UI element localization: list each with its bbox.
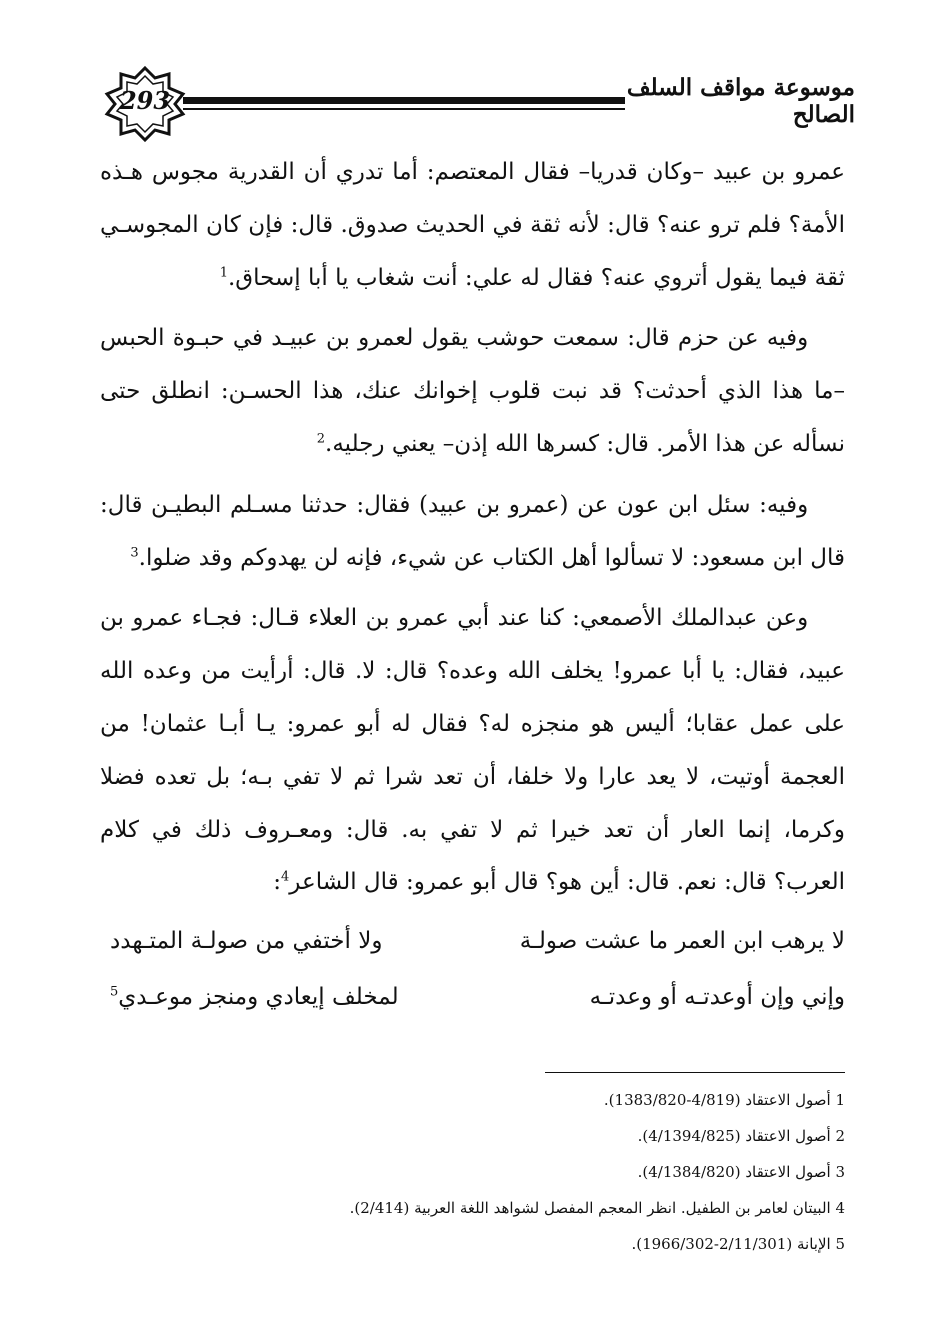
verse-2-second-hemistich: لمخلف إيعادي ومنجز موعـدي$^5$ bbox=[110, 984, 399, 1010]
footnote-1: 1 أصول الاعتقاد (4/819-1383/820). bbox=[603, 1091, 845, 1109]
header-rule-thick bbox=[183, 97, 625, 104]
poem bbox=[100, 928, 845, 1040]
footnote-ref-1[interactable]: 1 bbox=[219, 264, 228, 280]
verse-1-first-hemistich: لا يرهب ابن العمر ما عشت صولـة bbox=[519, 928, 845, 954]
footnote-3: 3 أصول الاعتقاد (4/1384/820). bbox=[637, 1163, 845, 1181]
footnotes bbox=[145, 1082, 845, 1262]
verse-2 bbox=[100, 984, 845, 1040]
book-title: موسوعة مواقف السلف الصالح bbox=[626, 74, 855, 128]
footnote-2: 2 أصول الاعتقاد (4/1394/825). bbox=[637, 1127, 845, 1145]
paragraph-4: وعن عبدالملك الأصمعي: كنا عند أبي عمرو بن العلاء قـال: فجـاء عمرو بن عبيد، فقال: يا أبا عمرو! يخلف الله وعده؟ قال: لا. قال: أرأيت من وعده الله على عمل عقابا؛ أليس هو منجزه له؟ فقال له أبو عمرو: يـا أبـا عثمان! من العجمة أوتيت، لا يعد عارا ولا خلفا، أن تعد شرا ثم لا تفي بـه؛ بل تعده فضلا وكرما، إنما العار أن تعد خيرا ثم لا تفي به. قال: ومعـروف ذلك في كلام العرب؟ قال: نعم. قال: أين هو؟ قال أبو عمرو: قال الشاعر$^4$: bbox=[100, 605, 845, 896]
page-header bbox=[95, 64, 855, 144]
footnote-5: 5 الإبانة (2/11/301-1966/302). bbox=[631, 1235, 845, 1253]
footnote-ref-2[interactable]: 2 bbox=[316, 431, 326, 447]
verse-1-second-hemistich: ولا أختفي من صولـة المتـهدد bbox=[110, 928, 383, 954]
footnote-separator bbox=[545, 1072, 845, 1073]
paragraph-2: وفيه عن حزم قال: سمعت حوشب يقول لعمرو بن عبيـد في حبـوة الحبس –ما هذا الذي أحدثت؟ قد نبت قلوب إخوانك عنك، هذا الحسـن: انطلق حتى نسأله عن هذا الأمر. قال: كسرها الله إذن– يعني رجليه.$^2$ bbox=[100, 325, 845, 457]
paragraph-3: وفيه: سئل ابن عون عن (عمرو بن عبيد) فقال: حدثنا مسـلم البطيـن قال: قال ابن مسعود: لا تسألوا أهل الكتاب عن شيء، فإنه لن يهدوكم وقد ضلوا.$^3$ bbox=[100, 491, 845, 571]
paragraph-1: عمرو بن عبيد –وكان قدريا– فقال المعتصم: أما تدري أن القدرية مجوس هـذه الأمة؟ فلم ترو عنه؟ قال: لأنه ثقة في الحديث صدوق. قال: فإن كان المجوسـي ثقة فيما يقول أتروي عنه؟ فقال له علي: أنت شغاب يا أبا إسحاق.$^1$ bbox=[100, 159, 845, 291]
footnote-ref-4[interactable]: 4 bbox=[281, 869, 290, 885]
footnote-ref-3[interactable]: 3 bbox=[130, 544, 139, 560]
main-text bbox=[100, 146, 845, 909]
footnote-4: 4 البيتان لعامر بن الطفيل. انظر المعجم المفصل لشواهد اللغة العربية (2/414). bbox=[349, 1199, 845, 1217]
verse-1 bbox=[100, 928, 845, 984]
page-number-badge bbox=[95, 64, 195, 144]
footnote-ref-5[interactable]: 5 bbox=[110, 984, 119, 1000]
page-number: 293 bbox=[119, 86, 171, 115]
header-rule-thin bbox=[183, 108, 625, 110]
verse-2-first-hemistich: وإني وإن أوعدتـه أو وعدتـه bbox=[589, 984, 845, 1010]
